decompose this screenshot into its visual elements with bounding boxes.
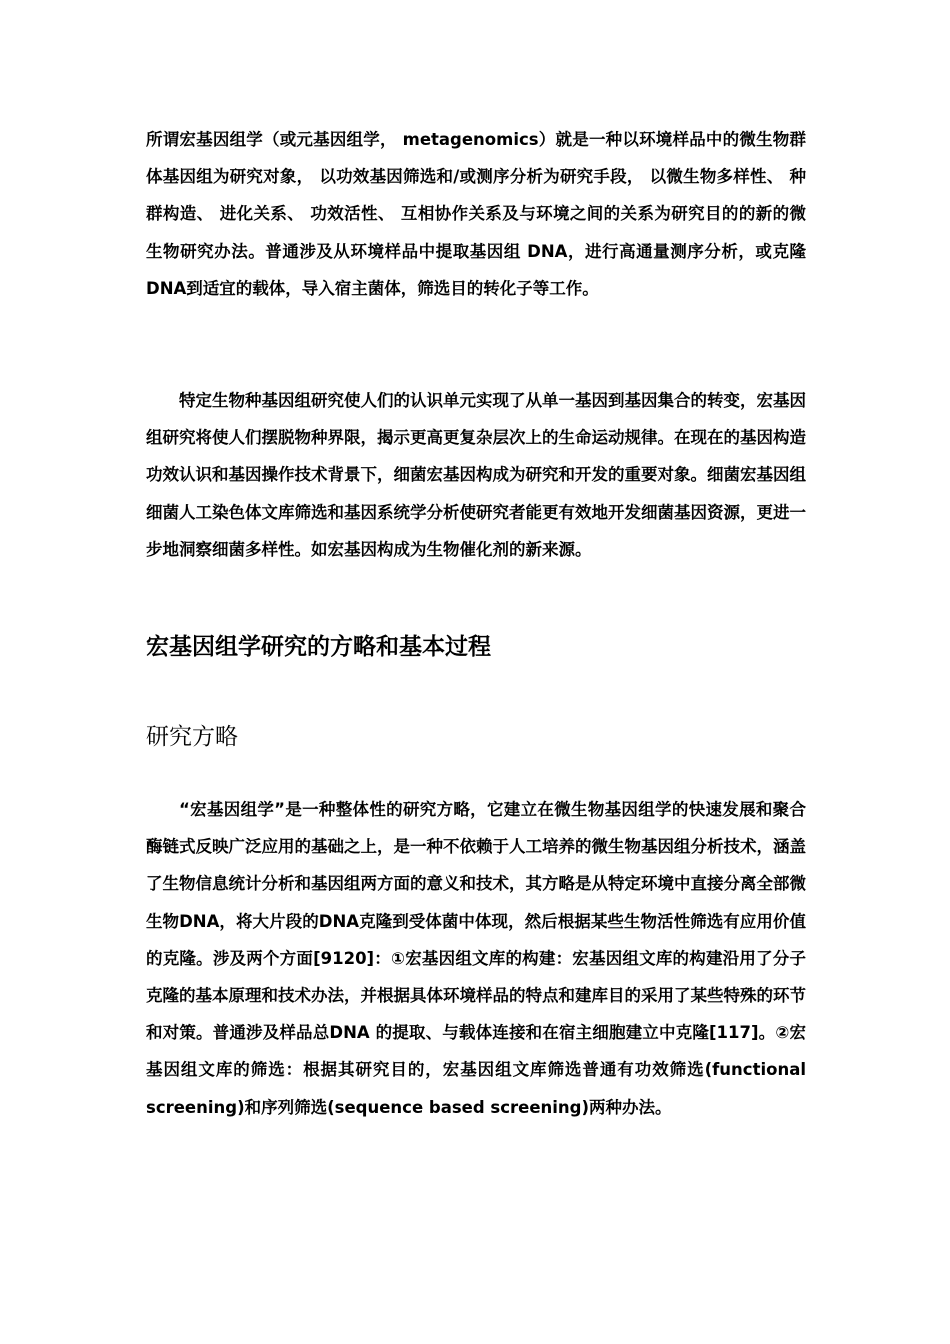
strategy-paragraph: “宏基因组学”是一种整体性的研究方略，它建立在微生物基因组学的快速发展和聚合酶链式反映广泛应用的基础之上，是一种不依赖于人工培养的微生物基因组分析技术，涵盖了生物信息统计分析和基因组两方面的意义和技术，其方略是从特定环境中直接分离全部微生物DNA，将大片段的DNA克隆到受体菌中体现，然后根据某些生物活性筛选有应用价值的克隆。涉及两个方面[9120]：①宏基因组文库的构建：宏基因组文库的构建沿用了分子克隆的基本原理和技术办法，并根据具体环境样品的特点和建库目的采用了某些特殊的环节和对策。普通涉及样品总DNA 的提取、与载体连接和在宿主细胞建立中克隆[117]。②宏基因组文库的筛选：根据其研究目的，宏基因组文库筛选普通有功效筛选(functional screening)和序列筛选(sequence based screening)两种办法。 <box>146 800 806 1117</box>
gene-research-paragraph: 特定生物种基因组研究使人们的认识单元实现了从单一基因到基因集合的转变，宏基因组研究将使人们摆脱物种界限，揭示更高更复杂层次上的生命运动规律。在现在的基因构造功效认识和基因操作技术背景下，细菌宏基因构成为研究和开发的重要对象。细菌宏基因组细菌人工染色体文库筛选和基因系统学分析使研究者能更有效地开发细菌基因资源，更进一步地洞察细菌多样性。如宏基因构成为生物催化剂的新来源。 <box>146 391 806 559</box>
intro-paragraph: 所谓宏基因组学（或元基因组学， metagenomics）就是一种以环境样品中的微生物群体基因组为研究对象， 以功效基因筛选和/或测序分析为研究手段， 以微生物多样性、 种群构造、 进化关系、 功效活性、 互相协作关系及与环境之间的关系为研究目的的新的微生物研究办法。普通涉及从环境样品中提取基因组 DNA，进行高通量测序分析，或克隆DNA到适宜的载体，导入宿主菌体，筛选目的转化子等工作。 <box>146 130 806 298</box>
subsection-heading: 研究方略 <box>146 724 238 750</box>
section-heading: 宏基因组学研究的方略和基本过程 <box>146 634 491 660</box>
